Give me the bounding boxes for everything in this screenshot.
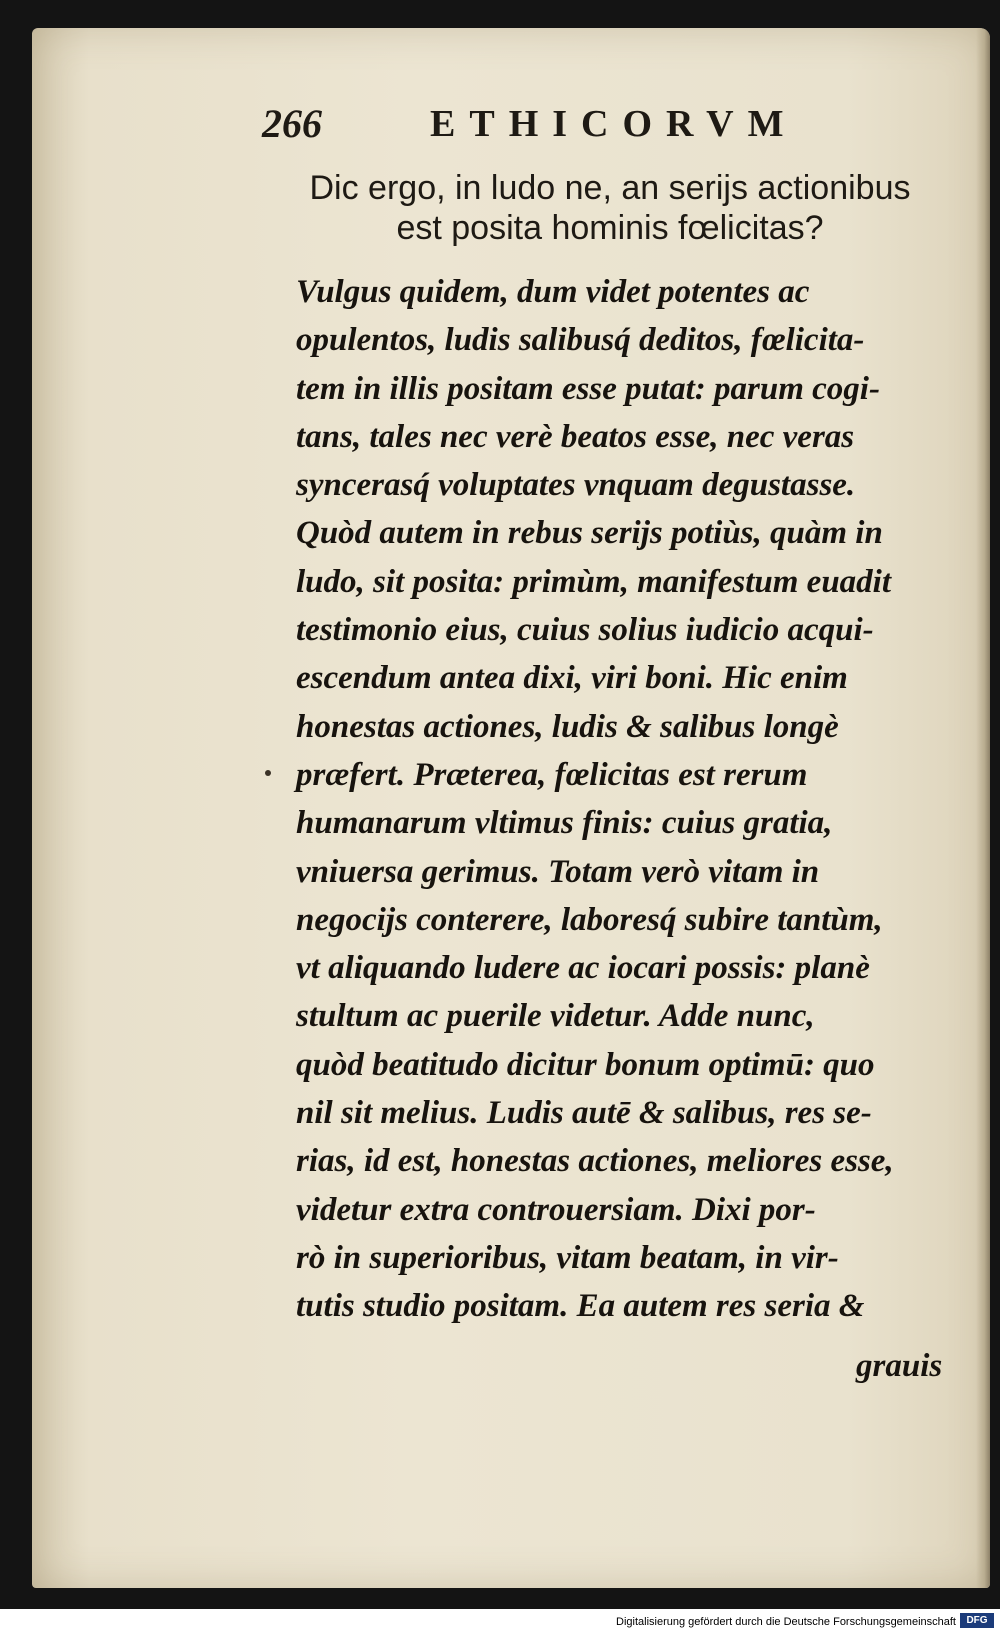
text-line: rias, id est, honestas actiones, meliores esse,: [296, 1143, 894, 1180]
text-line: ludo, sit posita: primùm, manifestum euadit: [296, 563, 892, 600]
text-line: nil sit melius. Ludis autē & salibus, res se-: [296, 1095, 872, 1132]
margin-mark: [265, 770, 271, 776]
dfg-logo-icon: DFG: [960, 1613, 994, 1628]
text-line: negocijs conterere, laboresq́ subire tantùm,: [296, 901, 883, 938]
footer-bar: [0, 1609, 1000, 1631]
text-line: testimonio eius, cuius solius iudicio acqui-: [296, 612, 874, 649]
text-line: honestas actiones, ludis & salibus longè: [296, 708, 839, 745]
text-line: vniuersa gerimus. Totam verò vitam in: [296, 853, 820, 890]
footer-credit: Digitalisierung gefördert durch die Deutsche Forschungsgemeinschaft: [616, 1616, 956, 1628]
text-line: præfert. Præterea, fœlicitas est rerum: [296, 756, 808, 793]
heading-line: Dic ergo, in ludo ne, an serijs actionibus: [309, 169, 911, 207]
text-line: tutis studio positam. Ea autem res seria &: [296, 1288, 865, 1325]
body-text: [296, 268, 936, 1331]
text-line: opulentos, ludis salibusq́ deditos, fœlicita-: [296, 322, 865, 359]
text-line: Quòd autem in rebus serijs potiùs, quàm in: [296, 515, 883, 552]
heading-line: est posita hominis fœlicitas?: [396, 209, 824, 247]
text-line: quòd beatitudo dicitur bonum optimū: quo: [296, 1046, 875, 1083]
text-line: syncerasq́ voluptates vnquam degustasse.: [296, 467, 856, 504]
text-line: vt aliquando ludere ac iocari possis: planè: [296, 950, 870, 987]
running-head: ETHICORVM: [430, 103, 798, 145]
text-line: tem in illis positam esse putat: parum cogi-: [296, 370, 880, 407]
page-number: 266: [262, 101, 322, 146]
chapter-question-heading: [290, 168, 930, 248]
catchword: grauis: [856, 1348, 943, 1384]
text-line: escendum antea dixi, viri boni. Hic enim: [296, 660, 848, 697]
page-edge: [976, 28, 990, 1588]
text-line: Vulgus quidem, dum videt potentes ac: [296, 274, 810, 310]
page-header: [262, 100, 862, 160]
text-line: videtur extra controuersiam. Dixi por-: [296, 1191, 816, 1228]
text-line: rò in superioribus, vitam beatam, in vir-: [296, 1239, 839, 1276]
text-line: tans, tales nec verè beatos esse, nec veras: [296, 418, 855, 455]
text-line: stultum ac puerile videtur. Adde nunc,: [296, 998, 815, 1035]
text-line: humanarum vltimus finis: cuius gratia,: [296, 805, 833, 842]
